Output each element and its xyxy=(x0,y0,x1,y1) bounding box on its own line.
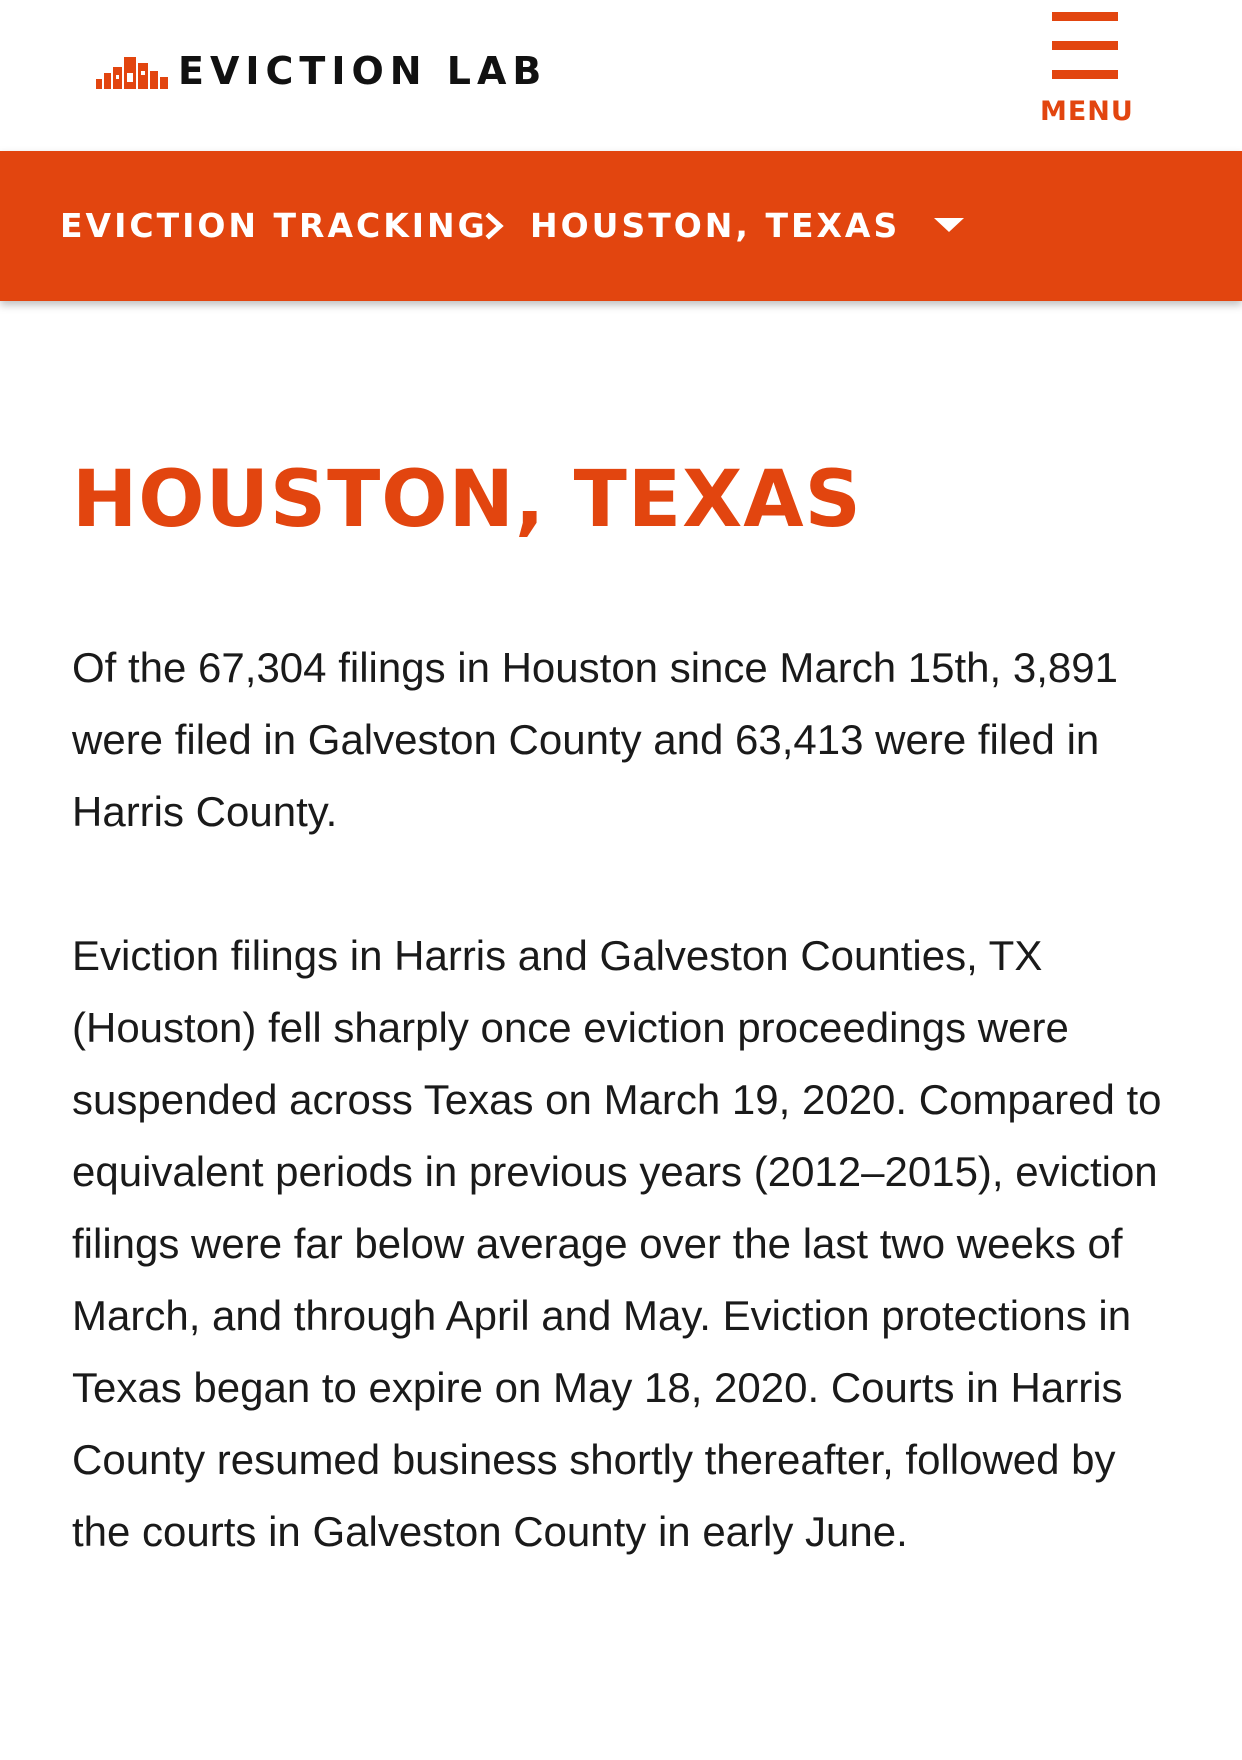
eviction-lab-skyline-icon xyxy=(96,53,168,89)
site-logo[interactable] xyxy=(96,50,547,92)
breadcrumb-item-label: HOUSTON, TEXAS xyxy=(530,205,901,245)
menu-bar-top xyxy=(1052,12,1118,21)
breadcrumb xyxy=(0,151,1242,301)
menu-bar-bottom xyxy=(1052,70,1118,79)
breadcrumb-location-dropdown[interactable] xyxy=(530,203,964,247)
breadcrumb-item-label: EVICTION TRACKING xyxy=(60,205,488,245)
site-header xyxy=(0,0,1242,151)
hamburger-menu-icon xyxy=(1052,12,1118,80)
description-paragraph: Eviction filings in Harris and Galveston Counties, TX (Houston) fell sharply once eviction proceedings were suspended across Texas on March 19, 2020. Compared to equivalent periods in previous years (2012–2015), eviction filings were far below average over the last two weeks of March, and through April and May. Eviction protections in Texas began to expire on May 18, 2020. Courts in Harris County resumed business shortly thereafter, followed by the courts in Galveston County in early June. xyxy=(72,932,1162,1555)
summary-paragraph: Of the 67,304 filings in Houston since March 15th, 3,891 were filed in Galveston County and 63,413 were filed in Harris County. xyxy=(72,644,1118,835)
menu-label: MENU xyxy=(1040,96,1134,127)
chevron-right-icon xyxy=(482,211,508,241)
menu-button[interactable] xyxy=(1040,12,1134,132)
menu-bar-middle xyxy=(1052,41,1118,50)
caret-down-icon xyxy=(934,218,964,232)
page-title: HOUSTON, TEXAS xyxy=(72,455,862,545)
logo-text: EVICTION LAB xyxy=(178,49,548,93)
breadcrumb-eviction-tracking[interactable] xyxy=(60,203,488,247)
